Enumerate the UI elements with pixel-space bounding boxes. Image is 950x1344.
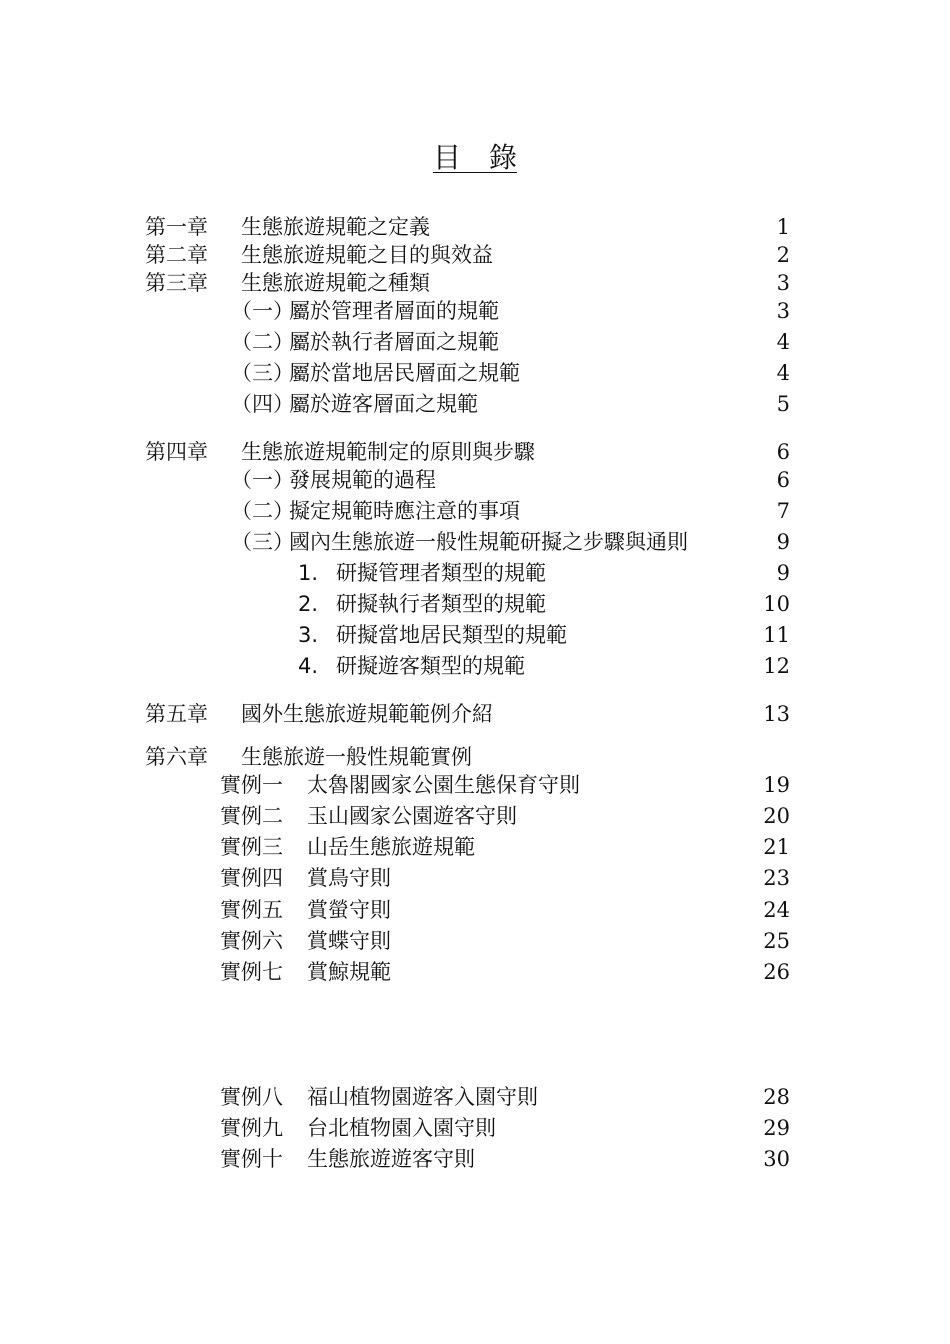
toc-entry-title: 賞螢守則	[307, 898, 391, 922]
toc-entry	[0, 958, 950, 986]
toc-entry-title: 國內生態旅遊一般性規範研擬之步驟與通則	[289, 530, 688, 554]
toc-entry-label: 實例二	[220, 804, 283, 828]
toc-entry-page-number: 9	[776, 561, 790, 585]
toc-entry	[0, 621, 950, 649]
toc-entry	[0, 213, 950, 241]
toc-entry-label: 實例九	[220, 1116, 283, 1140]
toc-entry	[0, 590, 950, 618]
toc-entry-label: 實例十	[220, 1147, 283, 1171]
toc-entry-title: 屬於管理者層面的規範	[289, 299, 499, 323]
toc-entry-page-number: 12	[763, 654, 790, 678]
toc-entry-title: 福山植物園遊客入園守則	[307, 1085, 538, 1109]
toc-entry-label: 實例一	[220, 773, 283, 797]
toc-entry	[0, 700, 950, 728]
toc-entry	[0, 269, 950, 297]
toc-entry-label: 實例四	[220, 866, 283, 890]
toc-entry	[0, 896, 950, 924]
toc-entry	[0, 438, 950, 466]
toc-entry	[0, 1114, 950, 1142]
toc-entry-label: 實例七	[220, 960, 283, 984]
toc-entry-label: 第二章	[145, 243, 208, 267]
toc-entry-page-number: 4	[776, 330, 790, 354]
toc-entry-page-number: 21	[763, 835, 790, 859]
toc-entry-title: 生態旅遊規範制定的原則與步驟	[241, 440, 535, 464]
toc-entry-page-number: 10	[763, 592, 790, 616]
toc-entry-title: 發展規範的過程	[289, 468, 436, 492]
toc-entry-label: 1.	[298, 561, 319, 585]
toc-entry	[0, 328, 950, 356]
toc-entry-label: 第五章	[145, 702, 208, 726]
toc-entry-page-number: 3	[776, 299, 790, 323]
toc-entry	[0, 1083, 950, 1111]
toc-entry-title: 屬於執行者層面之規範	[289, 330, 499, 354]
toc-entry-label: （二）	[231, 330, 294, 354]
toc-entry-label: 4.	[298, 654, 319, 678]
toc-entry-title: 生態旅遊規範之定義	[241, 215, 430, 239]
toc-entry	[0, 652, 950, 680]
toc-entry-title: 國外生態旅遊規範範例介紹	[241, 702, 493, 726]
toc-entry-label: 2.	[298, 592, 319, 616]
toc-entry	[0, 241, 950, 269]
toc-entry-label: （一）	[231, 299, 294, 323]
toc-entry-page-number: 26	[763, 960, 790, 984]
toc-entry-title: 屬於遊客層面之規範	[289, 392, 478, 416]
toc-entry-page-number: 30	[763, 1147, 790, 1171]
toc-entry-label: 實例八	[220, 1085, 283, 1109]
toc-entry	[0, 927, 950, 955]
toc-entry-page-number: 6	[776, 468, 790, 492]
toc-entry-title: 山岳生態旅遊規範	[307, 835, 475, 859]
toc-entry-title: 研擬當地居民類型的規範	[336, 623, 567, 647]
toc-entry-label: 3.	[298, 623, 319, 647]
toc-entry-title: 研擬遊客類型的規範	[336, 654, 525, 678]
toc-entry-page-number: 9	[776, 530, 790, 554]
toc-entry-title: 賞鳥守則	[307, 866, 391, 890]
toc-entry-title: 賞蝶守則	[307, 929, 391, 953]
toc-entry-label: （四）	[231, 392, 294, 416]
toc-entry-title: 擬定規範時應注意的事項	[289, 499, 520, 523]
toc-entry-title: 玉山國家公園遊客守則	[307, 804, 517, 828]
toc-entry-page-number: 23	[763, 866, 790, 890]
toc-entry-title: 太魯閣國家公園生態保育守則	[307, 773, 580, 797]
toc-entry	[0, 864, 950, 892]
toc-entry-title: 賞鯨規範	[307, 960, 391, 984]
toc-entry-label: 第一章	[145, 215, 208, 239]
toc-entry-title: 生態旅遊一般性規範實例	[241, 745, 472, 769]
toc-entry-label: 實例三	[220, 835, 283, 859]
toc-entry	[0, 771, 950, 799]
toc-entry-page-number: 7	[776, 499, 790, 523]
toc-entry-title: 台北植物園入園守則	[307, 1116, 496, 1140]
toc-entry-page-number: 1	[776, 215, 790, 239]
toc-entry	[0, 390, 950, 418]
toc-entry-title: 生態旅遊遊客守則	[307, 1147, 475, 1171]
toc-entry-page-number: 3	[776, 271, 790, 295]
toc-entry-title: 屬於當地居民層面之規範	[289, 361, 520, 385]
toc-entry	[0, 359, 950, 387]
toc-entry	[0, 833, 950, 861]
toc-entry-label: 第四章	[145, 440, 208, 464]
toc-entry-label: （一）	[231, 468, 294, 492]
toc-entry-page-number: 24	[763, 898, 790, 922]
toc-entry	[0, 497, 950, 525]
page-title-text: 目 錄	[432, 141, 517, 174]
toc-entry-label: 第三章	[145, 271, 208, 295]
toc-entry-page-number: 4	[776, 361, 790, 385]
toc-entry-page-number: 20	[763, 804, 790, 828]
toc-entry	[0, 297, 950, 325]
toc-entry	[0, 466, 950, 494]
toc-entry-label: 第六章	[145, 745, 208, 769]
toc-entry	[0, 528, 950, 556]
toc-entry-title: 生態旅遊規範之種類	[241, 271, 430, 295]
toc-entry-label: （三）	[231, 361, 294, 385]
toc-entry-title: 研擬執行者類型的規範	[336, 592, 546, 616]
toc-entry	[0, 802, 950, 830]
toc-entry-page-number: 2	[776, 243, 790, 267]
page-title	[0, 136, 950, 176]
toc-entry-title: 生態旅遊規範之目的與效益	[241, 243, 493, 267]
toc-entry-page-number: 13	[763, 702, 790, 726]
toc-entry	[0, 743, 950, 771]
toc-entry	[0, 559, 950, 587]
toc-entry-page-number: 5	[776, 392, 790, 416]
toc-entry-label: 實例五	[220, 898, 283, 922]
toc-entry-page-number: 11	[763, 623, 790, 647]
toc-entry-page-number: 25	[763, 929, 790, 953]
toc-entry-label: 實例六	[220, 929, 283, 953]
toc-entry-title: 研擬管理者類型的規範	[336, 561, 546, 585]
toc-entry-page-number: 28	[763, 1085, 790, 1109]
toc-entry-page-number: 6	[776, 440, 790, 464]
toc-entry	[0, 1145, 950, 1173]
toc-entry-label: （二）	[231, 499, 294, 523]
toc-entry-label: （三）	[231, 530, 294, 554]
toc-entry-page-number: 29	[763, 1116, 790, 1140]
toc-entry-page-number: 19	[763, 773, 790, 797]
